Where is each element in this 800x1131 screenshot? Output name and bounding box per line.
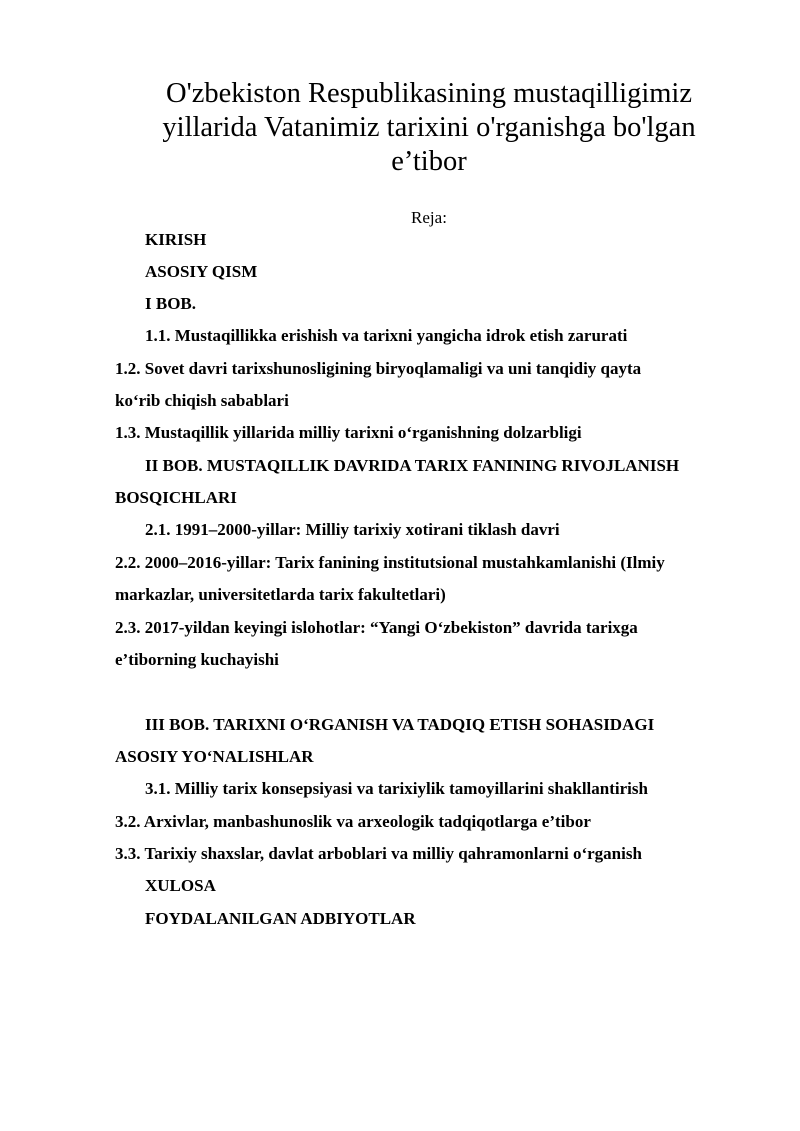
title-line: O'zbekiston Respublikasining mustaqilligimiz bbox=[165, 78, 692, 109]
outline-chapter-3: III BOB. TARIXNI O‘RGANISH VA TADQIQ ETISH SOHASIDAGI bbox=[145, 715, 655, 734]
outline-references: FOYDALANILGAN ADBIYOTLAR bbox=[145, 909, 416, 928]
outline-section-3-2: 3.2. Arxivlar, manbashunoslik va arxeologik tadqiqotlarga e’tibor bbox=[115, 812, 591, 831]
outline-section-2-1: 2.1. 1991–2000-yillar: Milliy tarixiy xotirani tiklash davri bbox=[145, 520, 560, 539]
outline-chapter-2-cont: BOSQICHLARI bbox=[115, 488, 237, 507]
document-title bbox=[120, 77, 738, 179]
outline-section-1-2-cont: ko‘rib chiqish sabablari bbox=[115, 391, 289, 410]
outline-section-1-3: 1.3. Mustaqillik yillarida milliy tarixni o‘rganishning dolzarbligi bbox=[115, 423, 582, 442]
outline-section-2-3-cont: e’tiborning kuchayishi bbox=[115, 650, 279, 669]
outline-section-1-1: 1.1. Mustaqillikka erishish va tarixni yangicha idrok etish zarurati bbox=[145, 326, 628, 345]
title-line: yillarida Vatanimiz tarixini o'rganishga bo'lgan bbox=[162, 112, 696, 143]
outline-section-2-3: 2.3. 2017-yildan keyingi islohotlar: “Yangi O‘zbekiston” davrida tarixga bbox=[115, 618, 638, 637]
title-line: e’tibor bbox=[391, 146, 467, 177]
outline-section-2-2-cont: markazlar, universitetlarda tarix fakultetlari) bbox=[115, 585, 446, 604]
outline-chapter-3-cont: ASOSIY YO‘NALISHLAR bbox=[115, 747, 314, 766]
outline-section-3-1: 3.1. Milliy tarix konsepsiyasi va tarixiylik tamoyillarini shakllantirish bbox=[145, 779, 648, 798]
outline-chapter-1: I BOB. bbox=[145, 294, 197, 313]
outline-chapter-2: II BOB. MUSTAQILLIK DAVRIDA TARIX FANINING RIVOJLANISH bbox=[145, 456, 680, 475]
outline-asosiy-qism: ASOSIY QISM bbox=[145, 262, 258, 281]
outline-section-3-3: 3.3. Tarixiy shaxslar, davlat arboblari va milliy qahramonlarni o‘rganish bbox=[115, 844, 642, 863]
outline-xulosa: XULOSA bbox=[145, 876, 216, 895]
plan-label: Reja: bbox=[411, 208, 447, 227]
outline-section-2-2: 2.2. 2000–2016-yillar: Tarix fanining institutsional mustahkamlanishi (Ilmiy bbox=[115, 553, 665, 572]
outline-section-1-2: 1.2. Sovet davri tarixshunosligining biryoqlamaligi va uni tanqidiy qayta bbox=[115, 359, 642, 378]
outline-kirish: KIRISH bbox=[145, 230, 207, 249]
